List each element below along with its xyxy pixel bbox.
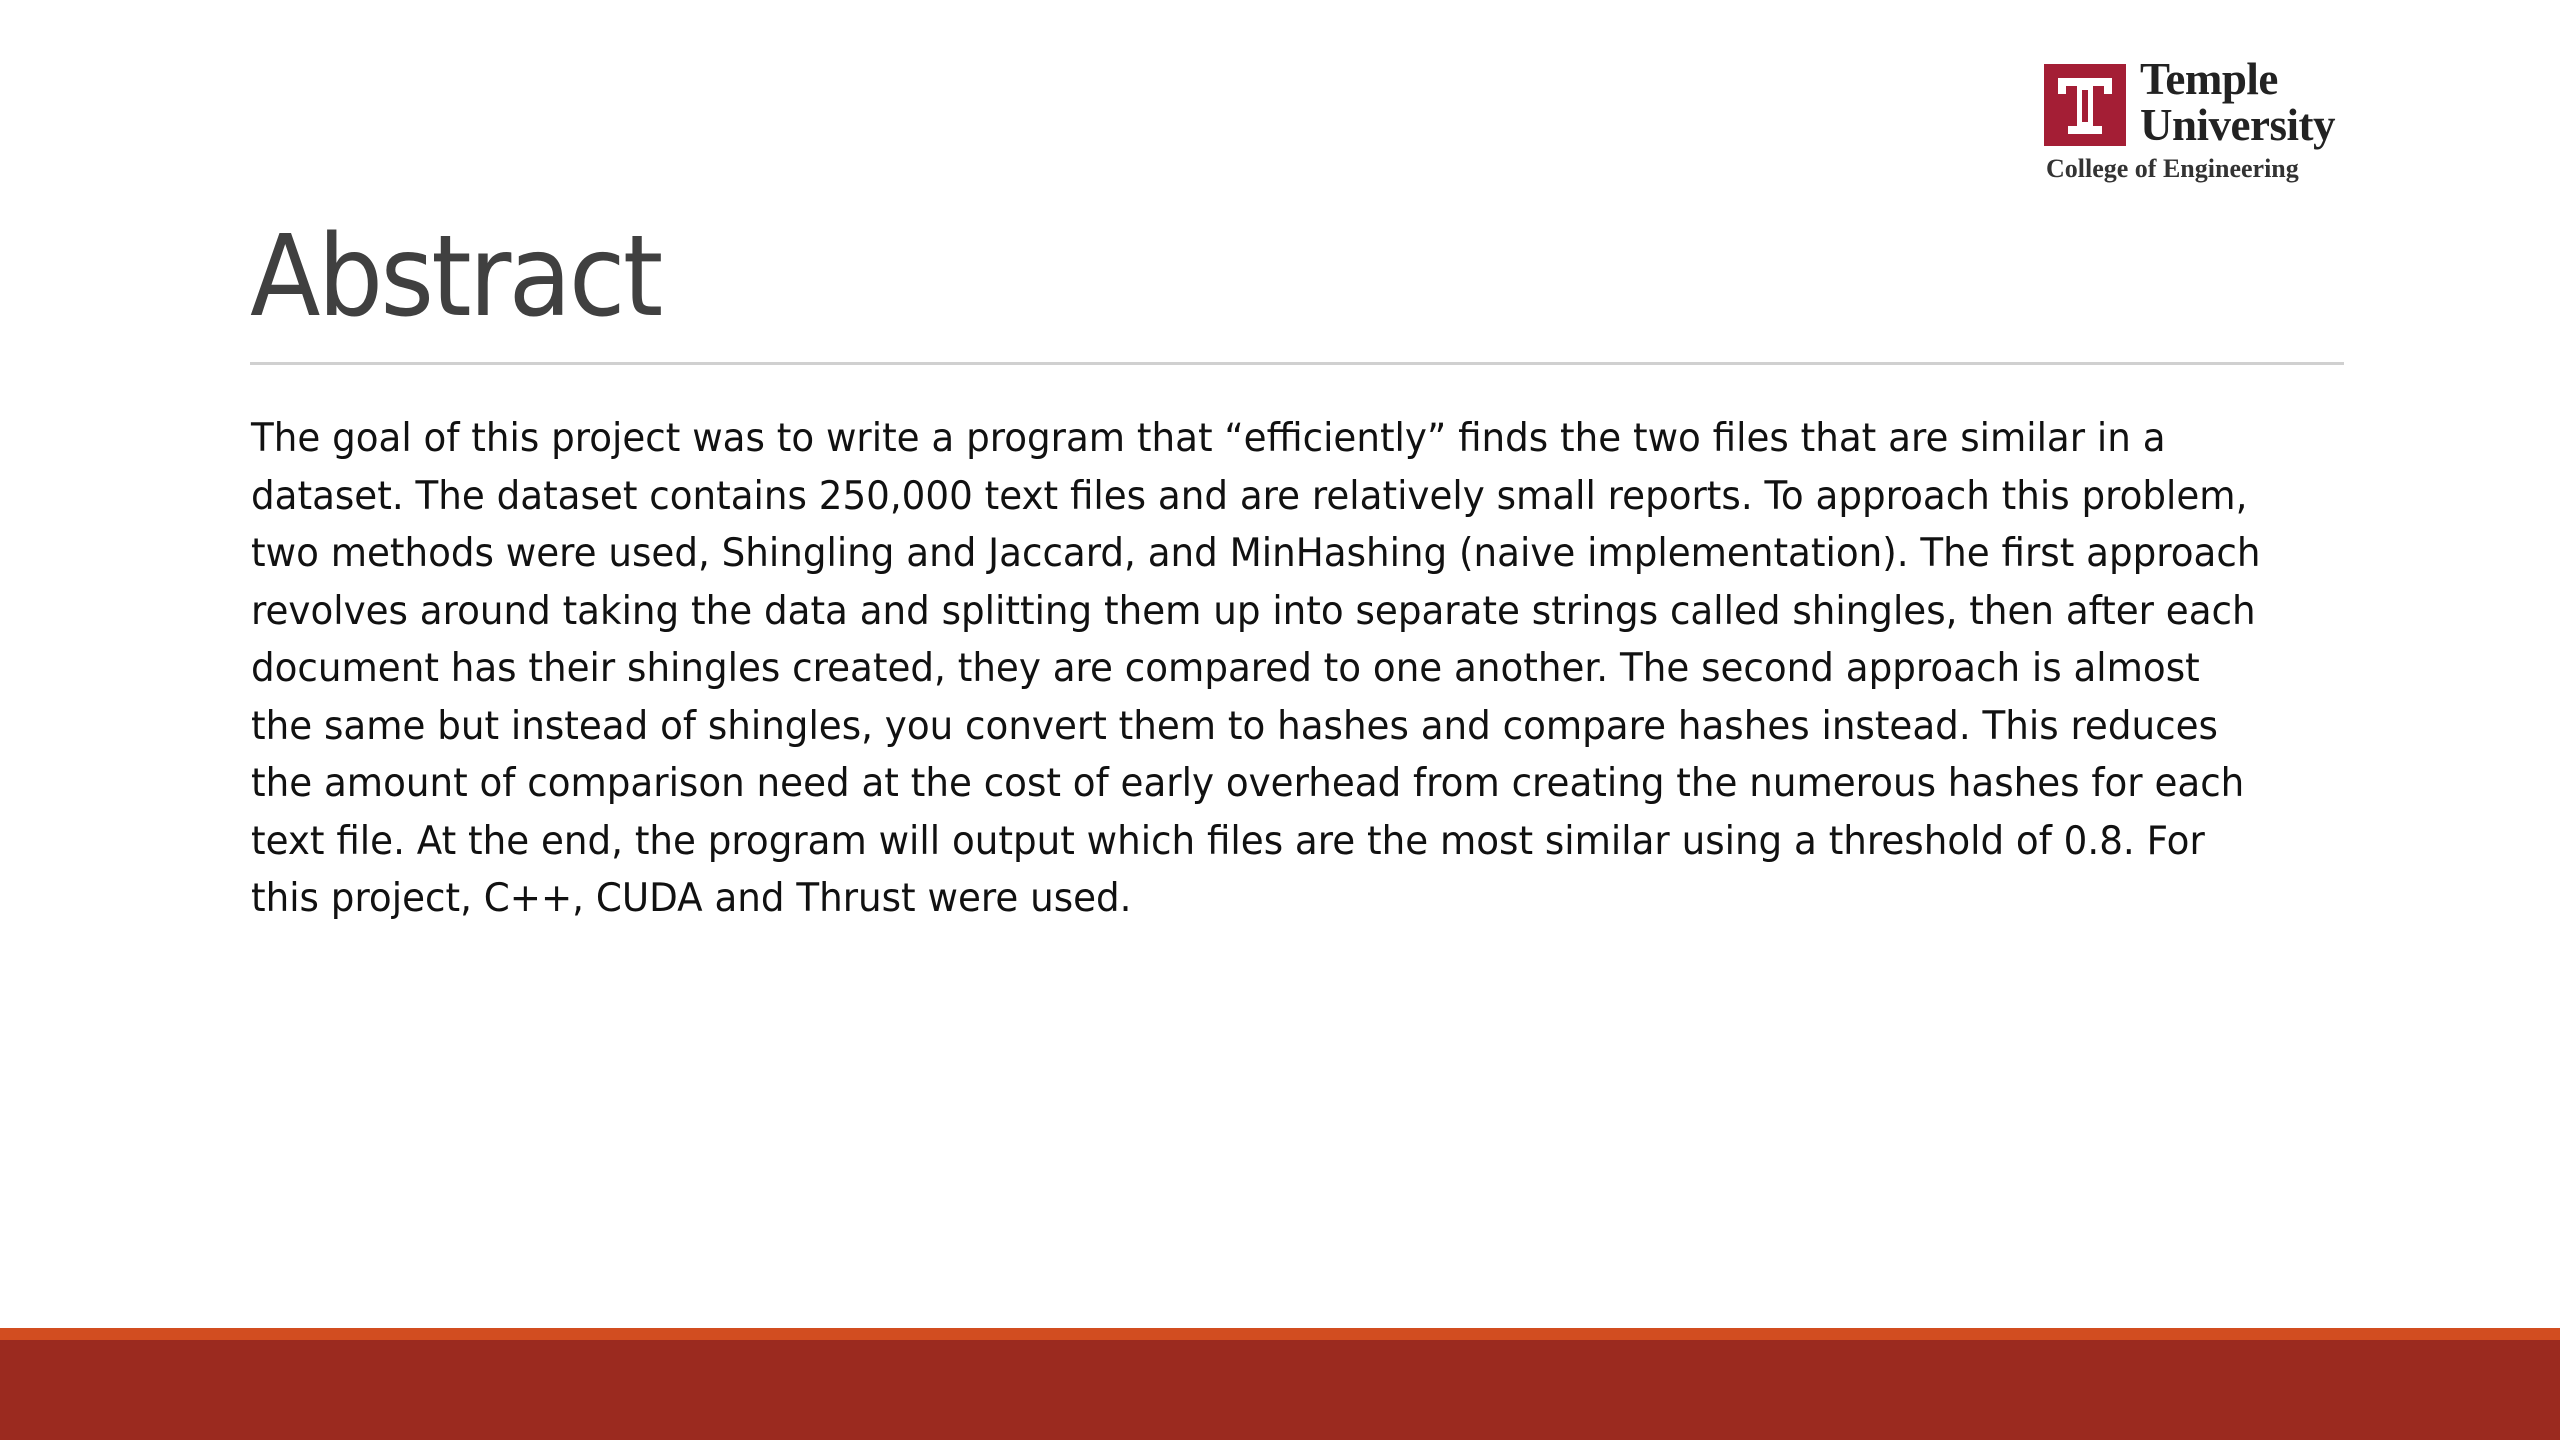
temple-university-logo — [2044, 54, 2384, 190]
abstract-body-text: The goal of this project was to write a program that “efficiently” finds the two files that are similar in a dataset. The dataset contains 250,000 text files and are relatively small reports. To approach this problem, two methods were used, Shingling and Jaccard, and MinHashing (naive implementation). The first approach revolves around taking the data and splitting them up into separate strings called shingles, then after each document has their shingles created, they are compared to one another. The second approach is almost the same but instead of shingles, you convert them to hashes and compare hashes instead. This reduces the amount of comparison need at the cost of early overhead from creating the numerous hashes for each text file. At the end, the program will output which files are the most similar using a threshold of 0.8. For this project, C++, CUDA and Thrust were used. — [251, 416, 2261, 921]
logo-name-line1: Temple — [2140, 54, 2278, 104]
logo-wordmark — [2140, 56, 2335, 148]
slide-title: Abstract — [250, 212, 661, 342]
logo-name-line2: University — [2140, 100, 2335, 150]
footer-accent-line — [0, 1328, 2560, 1340]
logo-subtitle: College of Engineering — [2046, 154, 2299, 183]
temple-t-icon — [2044, 64, 2126, 146]
title-divider — [250, 362, 2344, 365]
footer-bar — [0, 1340, 2560, 1440]
